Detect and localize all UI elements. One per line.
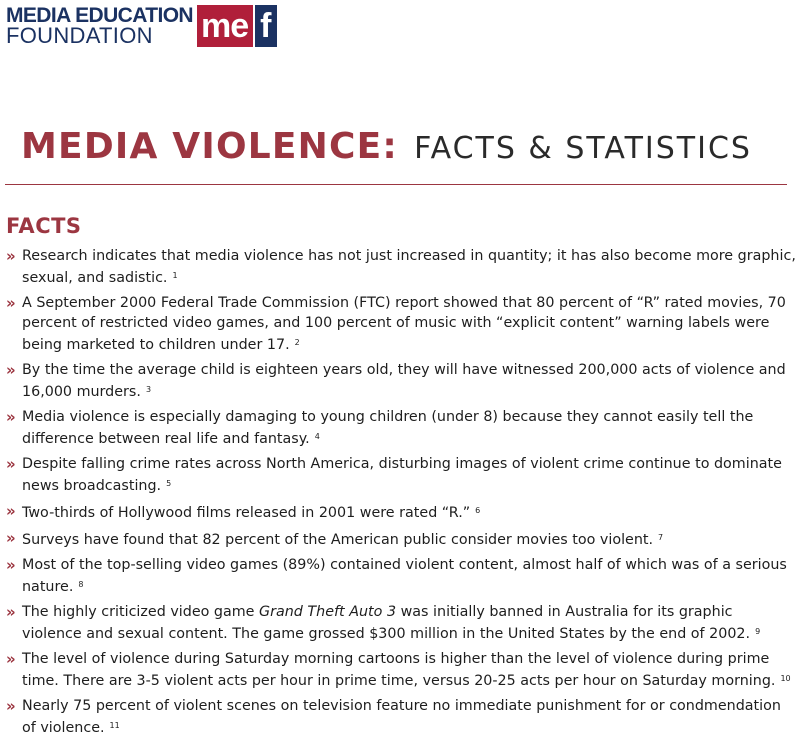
- facts-list: [6, 246, 796, 743]
- footnote-ref: 9: [755, 627, 761, 636]
- list-item: [6, 602, 796, 644]
- footnote-ref: 7: [658, 533, 664, 542]
- mef-logo: [6, 5, 277, 47]
- fact-text-after: was initially banned in Australia for its graphic violence and sexual content. The game grossed $300 million in the United States by the end of 2002.: [22, 604, 751, 642]
- fact-text: Surveys have found that 82 percent of the American public consider movies too violent.: [22, 532, 654, 548]
- footnote-ref: 3: [145, 385, 152, 394]
- footnote-ref: 1: [172, 271, 178, 280]
- bullet-icon: »: [6, 502, 16, 520]
- list-item: [6, 246, 796, 288]
- bullet-icon: »: [6, 361, 16, 379]
- footnote-ref: 10: [780, 674, 791, 683]
- bullet-icon: »: [6, 529, 16, 547]
- bullet-icon: »: [6, 697, 16, 715]
- fact-text: By the time the average child is eighteen years old, they will have witnessed 200,000 acts of violence and 16,000 murders.: [22, 362, 786, 400]
- logo-wordmark: [6, 5, 193, 47]
- fact-text: Media violence is especially damaging to young children (under 8) because they cannot easily tell the difference between real life and fantasy.: [22, 409, 754, 447]
- logo-line-media-education: MEDIA EDUCATION: [6, 4, 193, 27]
- footnote-ref: 6: [475, 506, 481, 515]
- page-title-main: MEDIA VIOLENCE:: [21, 126, 399, 167]
- bullet-icon: »: [6, 556, 16, 574]
- page-title-subtitle: FACTS & STATISTICS: [414, 131, 752, 166]
- logo-mark-f: f: [255, 5, 277, 47]
- bullet-icon: »: [6, 455, 16, 473]
- logo-mark-me: me: [197, 5, 253, 47]
- title-divider: [5, 184, 787, 185]
- footnote-ref: 11: [109, 721, 120, 730]
- fact-text: A September 2000 Federal Trade Commission (FTC) report showed that 80 percent of “R” rated movies, 70 percent of restricted video games, and 100 percent of music with “explicit content” warning labels were being marketed to children under 17.: [22, 295, 786, 353]
- fact-text-before: The highly criticized video game: [22, 604, 260, 620]
- list-item: [6, 454, 796, 496]
- page-title: [21, 122, 752, 173]
- fact-text: Most of the top-selling video games (89%) contained violent content, almost half of which was of a serious nature.: [22, 557, 787, 595]
- bullet-icon: »: [6, 650, 16, 668]
- list-item: [6, 555, 796, 597]
- list-item: [6, 649, 796, 691]
- logo-mark: [197, 5, 277, 47]
- fact-text: The level of violence during Saturday morning cartoons is higher than the level of violence during prime time. There are 3-5 violent acts per hour in prime time, versus 20-25 acts per hour on Saturday morning.: [22, 651, 776, 689]
- footnote-ref: 2: [294, 338, 300, 347]
- list-item: [6, 501, 796, 523]
- bullet-icon: »: [6, 247, 16, 265]
- list-item: [6, 407, 796, 449]
- fact-text: Despite falling crime rates across North America, disturbing images of violent crime continue to dominate news broadcasting.: [22, 456, 782, 494]
- bullet-icon: »: [6, 408, 16, 426]
- bullet-icon: »: [6, 294, 16, 312]
- game-title: Grand Theft Auto 3: [259, 604, 397, 620]
- list-item: [6, 528, 796, 550]
- footnote-ref: 5: [166, 479, 172, 488]
- bullet-icon: »: [6, 603, 16, 621]
- list-item: [6, 360, 796, 402]
- footnote-ref: 4: [314, 432, 320, 441]
- fact-text: Two-thirds of Hollywood films released in 2001 were rated “R.”: [22, 505, 471, 521]
- fact-text: Nearly 75 percent of violent scenes on television feature no immediate punishment for or condmendation of violence.: [22, 698, 781, 736]
- list-item: [6, 293, 796, 355]
- footnote-ref: 8: [78, 580, 84, 589]
- fact-text: Research indicates that media violence has not just increased in quantity; it has also become more graphic, sexual, and sadistic.: [22, 248, 796, 286]
- logo-line-foundation: FOUNDATION: [6, 23, 153, 48]
- section-heading-facts: FACTS: [6, 214, 82, 238]
- list-item: [6, 696, 796, 738]
